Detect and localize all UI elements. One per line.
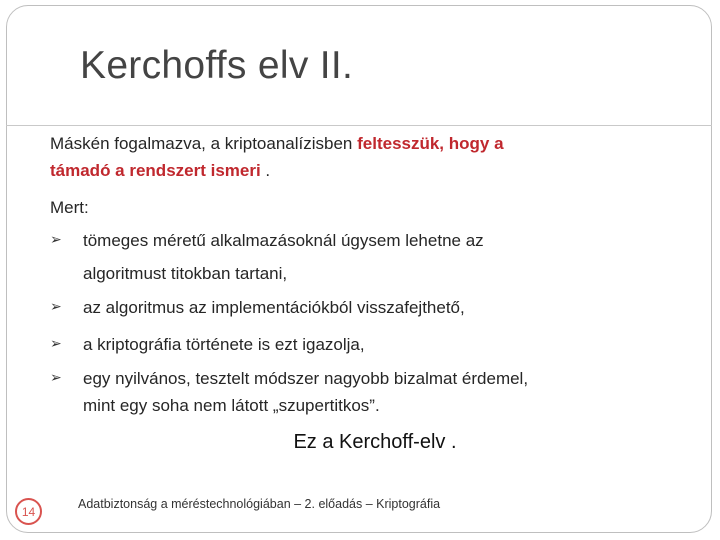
intro-highlight-2: támadó a rendszert ismeri [50, 161, 261, 180]
bullet-text: algoritmust titokban tartani, [83, 264, 288, 283]
bullet-text: mint egy soha nem látott „szupertitkos”. [83, 396, 380, 415]
intro-highlight-1: feltesszük, hogy a [357, 134, 504, 153]
arrow-bullet-icon: ➢ [50, 231, 62, 247]
slide-title: Kerchoffs elv II. [80, 44, 354, 87]
intro-line-2 [50, 161, 270, 181]
intro-text: Máskén fogalmazva, a kriptoanalízisben [50, 134, 358, 153]
arrow-bullet-icon: ➢ [50, 298, 62, 314]
because-label: Mert: [50, 198, 89, 217]
intro-tail: . [260, 161, 271, 180]
conclusion: Ez a Kerchoff-elv . [293, 431, 457, 453]
arrow-bullet-icon: ➢ [50, 369, 62, 385]
bullet-text: a kriptográfia története is ezt igazolja, [83, 335, 365, 354]
title-divider [6, 125, 712, 126]
bullet-text: egy nyilvános, tesztelt módszer nagyobb bizalmat érdemel, [83, 369, 529, 388]
page-number-badge: 14 [15, 498, 42, 525]
intro-line-1 [50, 134, 504, 154]
bullet-text: az algoritmus az implementációkból visszafejthető, [83, 298, 465, 317]
arrow-bullet-icon: ➢ [50, 335, 62, 351]
slide-footer: Adatbiztonság a méréstechnológiában – 2. előadás – Kriptográfia [78, 497, 441, 511]
bullet-text: tömeges méretű alkalmazásoknál úgysem lehetne az [83, 231, 484, 250]
